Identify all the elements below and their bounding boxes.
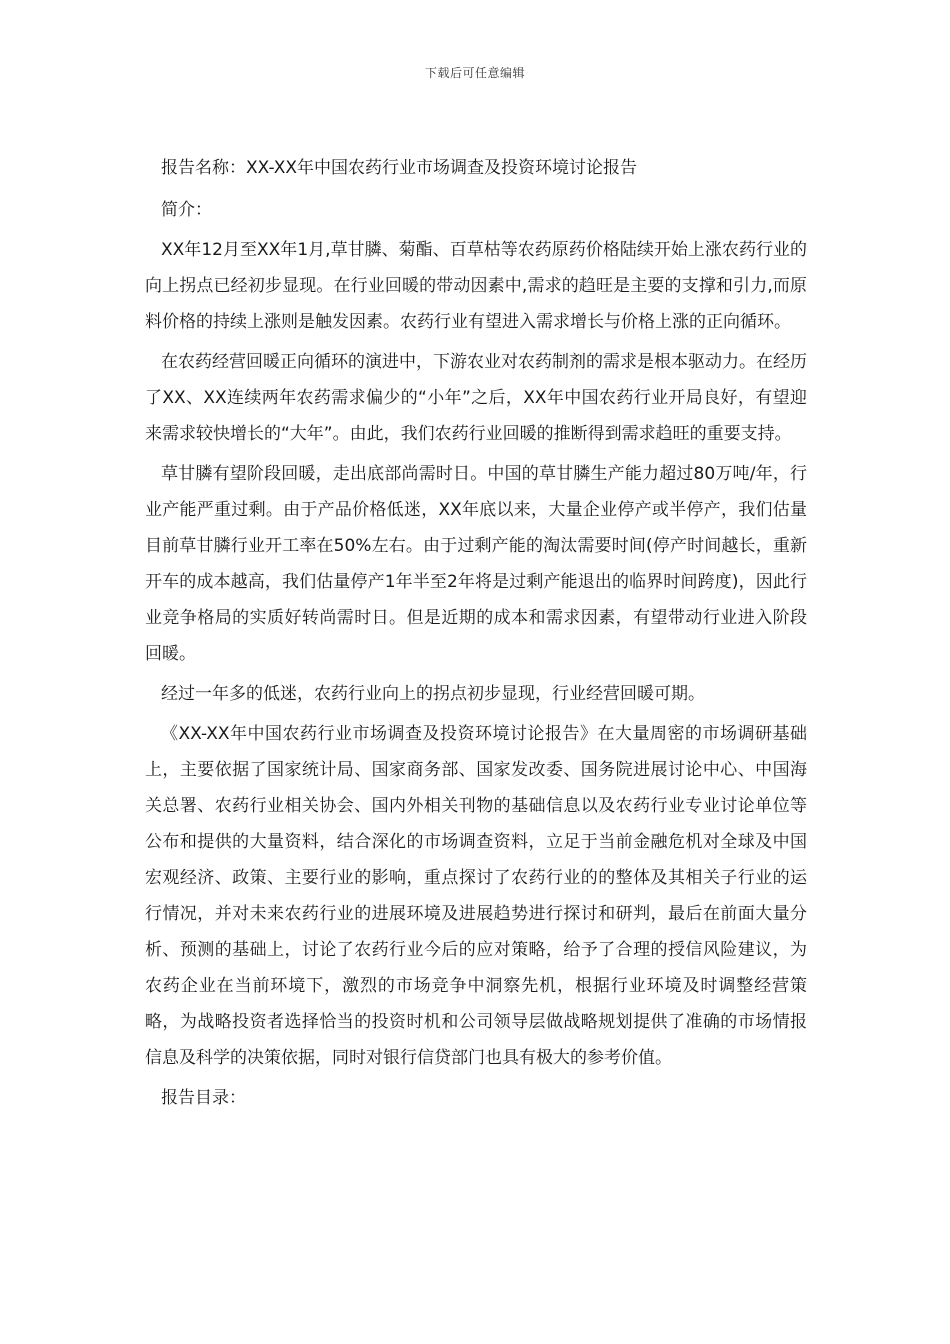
paragraph-glyphosate: 草甘膦有望阶段回暖，走出底部尚需时日。中国的草甘膦生产能力超过80万吨/年，行业产能严重过剩。由于产品价格低迷，XX年底以来，大量企业停产或半停产，我们估量目前草甘膦行业开工率在50%左右。由于过剩产能的淘汰需要时间(停产时间越长，重新开车的成本越高，我们估量停产1年半至2年将是过剩产能退出的临界时间跨度)，因此行业竞争格局的实质好转尚需时日。但是近期的成本和需求因素，有望带动行业进入阶段回暖。 <box>145 464 807 664</box>
report-body <box>145 150 807 1116</box>
report-title-line: 报告名称：XX-XX年中国农药行业市场调查及投资环境讨论报告 <box>161 158 638 178</box>
paragraph-price-rise: XX年12月至XX年1月,草甘膦、菊酯、百草枯等农药原药价格陆续开始上涨农药行业的向上拐点已经初步显现。在行业回暖的带动因素中,需求的趋旺是主要的支撑和引力,而原料价格的持续上涨则是触发因素。农药行业有望进入需求增长与价格上涨的正向循环。 <box>145 240 807 332</box>
intro-label: 简介： <box>161 200 212 220</box>
paragraph-turning-point: 经过一年多的低迷，农药行业向上的拐点初步显现，行业经营回暖可期。 <box>161 684 705 704</box>
paragraph-report-description: 《XX-XX年中国农药行业市场调查及投资环境讨论报告》在大量周密的市场调研基础上，主要依据了国家统计局、国家商务部、国家发改委、国务院进展讨论中心、中国海关总署、农药行业相关协会、国内外相关刊物的基础信息以及农药行业专业讨论单位等公布和提供的大量资料，结合深化的市场调查资料，立足于当前金融危机对全球及中国宏观经济、政策、主要行业的影响，重点探讨了农药行业的的整体及其相关子行业的运行情况，并对未来农药行业的进展环境及进展趋势进行探讨和研判，最后在前面大量分析、预测的基础上，讨论了农药行业今后的应对策略，给予了合理的授信风险建议，为农药企业在当前环境下，激烈的市场竞争中洞察先机，根据行业环境及时调整经营策略，为战略投资者选择恰当的投资时机和公司领导层做战略规划提供了准确的市场情报信息及科学的决策依据，同时对银行信贷部门也具有极大的参考价值。 <box>145 724 807 1068</box>
page-header-note: 下载后可任意编辑 <box>424 66 525 80</box>
toc-label: 报告目录： <box>161 1088 246 1108</box>
paragraph-demand-driver: 在农药经营回暖正向循环的演进中，下游农业对农药制剂的需求是根本驱动力。在经历了XX、XX连续两年农药需求偏少的“小年”之后，XX年中国农药行业开局良好，有望迎来需求较快增长的“大年”。由此，我们农药行业回暖的推断得到需求趋旺的重要支持。 <box>145 352 807 444</box>
